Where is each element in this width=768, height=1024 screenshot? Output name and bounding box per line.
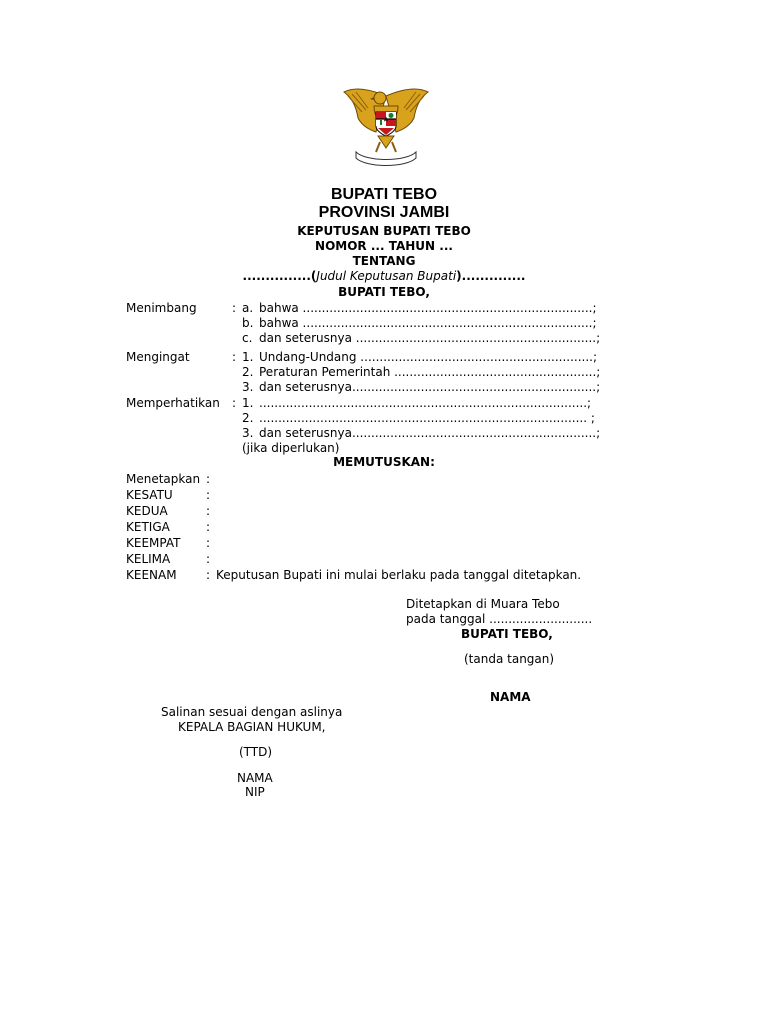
signature-date: pada tanggal ........................... — [406, 612, 593, 626]
mengingat-item-marker: 3. — [242, 380, 254, 394]
clause-label: KEEMPAT — [126, 536, 181, 550]
header-line2: PROVINSI JAMBI — [318, 204, 450, 221]
mengingat-item: Undang-Undang .............................................................; — [259, 350, 598, 364]
copy-line2: KEPALA BAGIAN HUKUM, — [178, 720, 326, 734]
memperhatikan-label: Memperhatikan — [126, 396, 220, 410]
establish-label: Menetapkan — [126, 472, 201, 486]
mengingat-item-marker: 1. — [242, 350, 254, 364]
memperhatikan-item-marker: 1. — [242, 396, 254, 410]
copy-name: NAMA — [237, 771, 273, 785]
subject-dots-left: ...............( — [242, 269, 317, 283]
clause-label: KETIGA — [126, 520, 170, 534]
memperhatikan-item-marker: 3. — [242, 426, 254, 440]
subject-dots-right: ).............. — [456, 269, 526, 283]
mengingat-colon: : — [232, 350, 237, 364]
memperhatikan-item: dan seterusnya................................................................; — [259, 426, 601, 440]
decree-subject — [0, 269, 768, 284]
memperhatikan-note: (jika diperlukan) — [242, 441, 340, 455]
header-line1: BUPATI TEBO — [330, 186, 438, 203]
signature-name: NAMA — [490, 690, 531, 704]
memperhatikan-item: ......................................................................................; — [259, 396, 592, 410]
clause-colon: : — [206, 504, 211, 518]
clause-colon: : — [206, 552, 211, 566]
memperhatikan-item-marker: 2. — [242, 411, 254, 425]
menimbang-item: bahwa ............................................................................; — [259, 316, 597, 330]
signature-mark: (tanda tangan) — [464, 652, 555, 666]
clause-colon: : — [206, 520, 211, 534]
decree-number: NOMOR ... TAHUN ... — [315, 239, 453, 253]
decree-about: TENTANG — [352, 254, 416, 268]
clause-colon: : — [206, 536, 211, 550]
copy-line1: Salinan sesuai dengan aslinya — [161, 705, 343, 719]
mengingat-item: dan seterusnya................................................................; — [259, 380, 601, 394]
mengingat-label: Mengingat — [126, 350, 190, 364]
copy-nip: NIP — [245, 785, 265, 799]
menimbang-item: dan seterusnya ...............................................................; — [259, 331, 601, 345]
clause-label: KELIMA — [126, 552, 171, 566]
decree-title: KEPUTUSAN BUPATI TEBO — [297, 224, 471, 238]
establish-colon: : — [206, 472, 211, 486]
menimbang-item-marker: c. — [242, 331, 253, 345]
mengingat-item-marker: 2. — [242, 365, 254, 379]
decision-heading: MEMUTUSKAN: — [333, 455, 435, 469]
signature-title: BUPATI TEBO, — [461, 627, 553, 641]
menimbang-colon: : — [232, 301, 237, 315]
clause-label: KEDUA — [126, 504, 168, 518]
subject-text: Judul Keputusan Bupati — [316, 269, 457, 283]
clause-colon: : — [206, 488, 211, 502]
clause-text: Keputusan Bupati ini mulai berlaku pada tanggal ditetapkan. — [216, 568, 582, 582]
decree-issuer: BUPATI TEBO, — [338, 285, 430, 299]
clause-label: KESATU — [126, 488, 173, 502]
memperhatikan-colon: : — [232, 396, 237, 410]
menimbang-item-marker: a. — [242, 301, 254, 315]
signature-place: Ditetapkan di Muara Tebo — [406, 597, 560, 611]
memperhatikan-item: ...................................................................................... ; — [259, 411, 595, 425]
menimbang-label: Menimbang — [126, 301, 197, 315]
clause-colon: : — [206, 568, 211, 582]
menimbang-item: bahwa ............................................................................; — [259, 301, 597, 315]
copy-sign: (TTD) — [239, 745, 273, 759]
clause-label: KEENAM — [126, 568, 177, 582]
menimbang-item-marker: b. — [242, 316, 254, 330]
garuda-emblem — [336, 82, 436, 172]
mengingat-item: Peraturan Pemerintah .....................................................; — [259, 365, 601, 379]
